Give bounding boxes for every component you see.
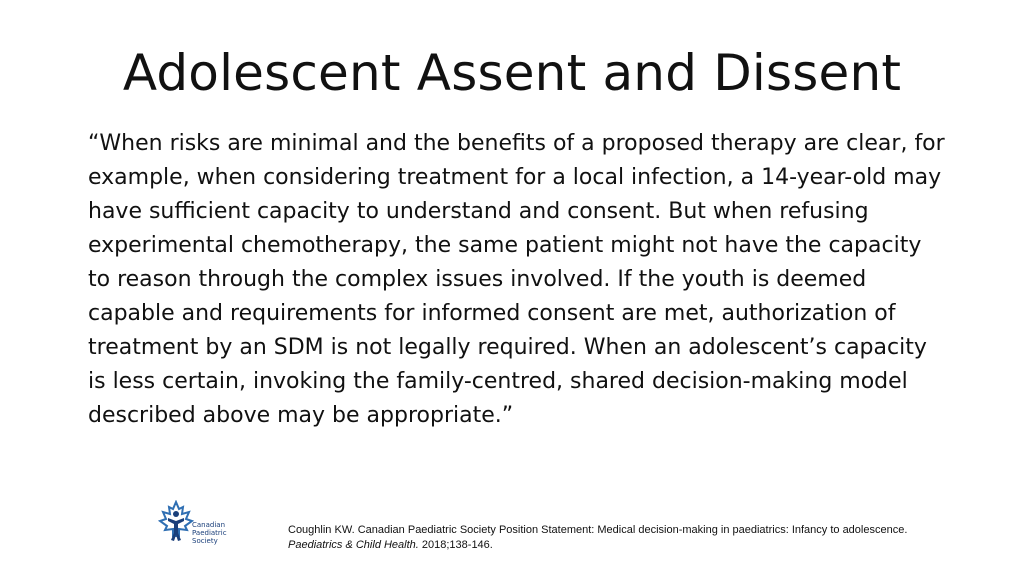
slide-title: Adolescent Assent and Dissent	[122, 44, 902, 102]
logo-text	[192, 521, 227, 545]
quote-text: “When risks are minimal and the benefits of a proposed therapy are clear, for example, when considering treatment for a local infection, a 14-year-old may have sufficient capacity to understand and consent. But when refusing experimental chemotherapy, the same patient might not have the capacity to reason through the complex issues involved. If the youth is deemed capable and requirements for informed consent are met, authorization of treatment by an SDM is not legally required. When an adolescent’s capacity is less certain, invoking the family-centred, shared decision-making model described above may be appropriate.”	[88, 131, 945, 428]
citation-journal: Paediatrics & Child Health.	[288, 539, 419, 551]
citation-text-before: Coughlin KW. Canadian Paediatric Society Position Statement: Medical decision-making in paediatrics: Infancy to adolescence.	[288, 524, 908, 536]
citation	[288, 523, 928, 553]
logo-line-3: Society	[192, 537, 218, 545]
logo-line-1: Canadian	[192, 521, 226, 529]
logo-line-2: Paediatric	[192, 529, 227, 537]
maple-leaf-child-icon	[158, 500, 194, 546]
cps-logo	[158, 500, 238, 550]
citation-text-after: 2018;138-146.	[418, 539, 493, 551]
